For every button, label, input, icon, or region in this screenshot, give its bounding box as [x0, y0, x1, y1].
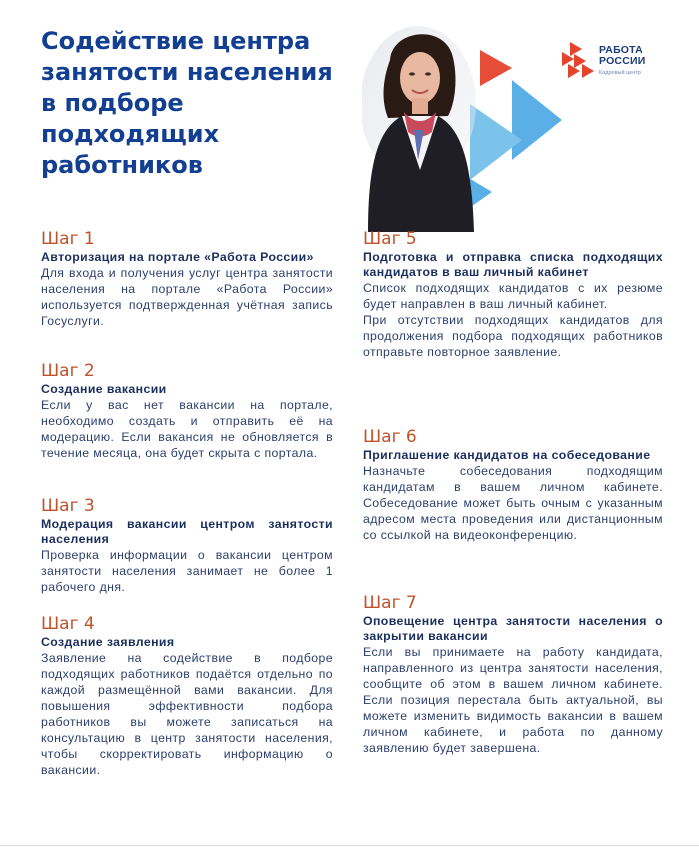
page-title: Содействие центра занятости населения в подборе подходящих работников: [41, 27, 333, 179]
step-text: Для входа и получения услуг центра занятости населения на портале «Работа России» используется подтвержденная учётная запись Госуслуги.: [41, 266, 333, 328]
step-number: Шаг 7: [363, 593, 417, 613]
step-number: Шаг 4: [41, 614, 95, 634]
red-triangle-decor: [480, 50, 512, 86]
step-text: Заявление на содействие в подборе подходящих работников подаётся отдельно по каждой размещённой вами вакансии. Для повышения эффективности подбора работников вы можете записаться на консультацию в центр занятости населения, чтобы скорректировать информацию о вакансии.: [41, 651, 333, 777]
step-6: [363, 426, 663, 592]
step-7: [363, 592, 663, 756]
step-heading: Авторизация на портале «Работа России»: [41, 250, 314, 264]
step-number: Шаг 1: [41, 229, 95, 249]
step-text: При отсутствии подходящих кандидатов для продолжения подбора подходящих работников отправьте повторное заявление.: [363, 313, 663, 359]
logo-text: РАБОТА РОССИИ: [599, 44, 646, 67]
step-number: Шаг 6: [363, 427, 417, 447]
step-5: [363, 228, 663, 426]
steps-right-column: [363, 228, 663, 756]
step-text: Назначьте собеседования подходящим кандидатам в вашем личном кабинете. Собеседование может быть очным с указанным адресом места проведения или дистанционным со ссылкой на видеоконференцию.: [363, 464, 663, 542]
blue-triangle-decor: [512, 80, 562, 160]
page-bottom-divider: [0, 845, 699, 846]
step-text: Список подходящих кандидатов с их резюме будет направлен в ваш личный кабинет.: [363, 281, 663, 311]
step-heading: Создание заявления: [41, 635, 175, 649]
step-heading: Оповещение центра занятости населения о закрытии вакансии: [363, 614, 663, 643]
step-heading: Создание вакансии: [41, 382, 167, 396]
step-number: Шаг 2: [41, 361, 95, 381]
step-1: [41, 228, 333, 360]
step-heading: Подготовка и отправка списка подходящих кандидатов в ваш личный кабинет: [363, 250, 663, 279]
steps-left-column: [41, 228, 333, 778]
step-4: [41, 613, 333, 778]
step-heading: Модерация вакансии центром занятости населения: [41, 517, 333, 546]
step-number: Шаг 3: [41, 496, 95, 516]
logo-subtitle: Кадровый центр: [599, 70, 641, 76]
step-3: [41, 495, 333, 613]
step-text: Если у вас нет вакансии на портале, необходимо создать и отправить её на модерацию. Если вакансия не обновляется в течение месяца, она будет скрыта с портала.: [41, 398, 333, 460]
step-number: Шаг 5: [363, 229, 417, 249]
step-text: Проверка информации о вакансии центром занятости населения занимает не более 1 рабочего дня.: [41, 548, 333, 594]
woman-portrait-photo: [362, 20, 562, 232]
step-2: [41, 360, 333, 495]
step-heading: Приглашение кандидатов на собеседование: [363, 448, 651, 462]
step-text: Если вы принимаете на работу кандидата, направленного из центра занятости населения, сообщите об этом в вашем личном кабинете. Если позиция перестала быть актуальной, вы можете изменить видимость вакансии в вашем личном кабинете, и работа по данному заявлению будет завершена.: [363, 645, 663, 755]
